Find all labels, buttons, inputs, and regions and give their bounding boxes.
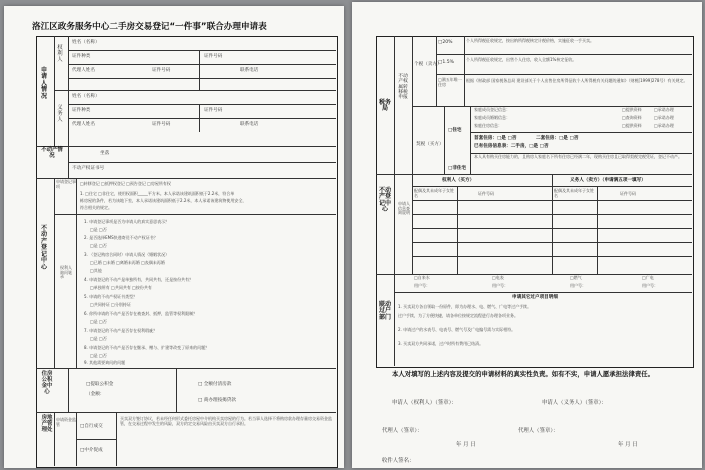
mortgage-option[interactable]: □ 商办理按揭贷款 [198, 398, 236, 403]
self-settle-option[interactable]: □自行成交 [80, 424, 103, 429]
supervision-text: 买卖双方签订协议，若未经任何形式委托房屋中介机构买卖房屋的行为。若当事人选择不将购房款办理存量房交易资金监管，在交易过程中发生的风险，双方约定交易风险由买卖双方自行承担。 [120, 416, 332, 427]
residence-line: 符合相关的规定。 [80, 205, 112, 210]
application-form-page-right [352, 2, 702, 468]
divider [444, 106, 445, 174]
divider [68, 104, 336, 105]
housing-section-label: 房地产管理处 [41, 415, 53, 433]
fund-amount-field[interactable]: （金额： [86, 392, 105, 397]
rate-20-option[interactable]: □20% [438, 40, 453, 45]
cert-number-header: 证件号码 [478, 191, 494, 196]
divider [394, 174, 395, 274]
question-4: 4. 申请登记的不动产是单独所有，共同共有，还是按份共有？ [84, 277, 194, 282]
obligor-signature-field[interactable]: 申请人（义务人）（签章）： [542, 400, 607, 406]
divider [76, 178, 77, 368]
question-7: 7. 申请登记的不动产是否存在权利瑕疵？ [84, 328, 158, 333]
residential-option[interactable]: □住宅 [448, 128, 462, 133]
obligee-id-number-field[interactable]: 证件号码 [204, 54, 223, 59]
question-3-options[interactable]: □已婚 □未婚 □离婚未再婚 □丧偶未再婚 [90, 260, 165, 265]
question-2-options[interactable]: □是 □否 [90, 243, 107, 248]
divider [54, 90, 336, 91]
divider [176, 368, 177, 412]
application-form-page-left [4, 6, 344, 468]
spouse-label: 配偶及其未成年子女姓名 [414, 188, 454, 198]
obligee-id-type-field[interactable]: 证件种类 [72, 54, 91, 59]
obligee-signature-field[interactable]: 申请人（权利人）（签章）： [392, 400, 457, 406]
question-1-options[interactable]: □是 □否 [90, 227, 107, 232]
question-5-options[interactable]: □共同持证 □分别持证 [90, 302, 131, 307]
divider [436, 74, 692, 75]
fund-supervision-label: 申请资金监管 [56, 417, 76, 427]
divider [36, 178, 336, 179]
divider [36, 146, 336, 147]
deed-row-2: 家庭成员婚姻信息： [474, 115, 510, 120]
question-8: 8. 申请登记的不动产是否存在继承、赠与、扩建等改变了原来的问题？ [84, 345, 210, 350]
divider [199, 50, 200, 90]
divider [76, 439, 116, 440]
divider [412, 214, 692, 215]
form-title: 洛江区政务服务中心二手房交易登记“一件事”联合办理申请表 [32, 22, 267, 32]
joint-item-2: 过户手续，为了方便快捷，请各单位按规定流程进行办理各项业务。 [398, 313, 518, 318]
obligee-agent-id-field[interactable]: 证件号码 [152, 68, 171, 73]
joint-item-4: 3. 买卖双方共同承诺，过户时所有费用已结清。 [398, 341, 484, 346]
obligor-phone-field[interactable]: 联系电话 [240, 122, 259, 127]
divider [54, 412, 55, 466]
full-payment-option[interactable]: □ 全额付清房款 [198, 382, 232, 387]
divider [470, 106, 471, 174]
joint-item-1: 1. 买卖双方各自领取一份原件，即为办理水、电、燃气、广电等过户手续。 [398, 304, 532, 309]
application-matter-options[interactable]: □转移登记 □抵押权登记 □预告登记 □房屋所有权 [80, 181, 171, 186]
tax-rule-2: 个人所得税征收规定，出售个人住房，收入全额1%核定征收。 [466, 57, 577, 62]
first-home-row[interactable]: 首套住房：□是 □否 [474, 136, 517, 141]
divider [412, 174, 413, 274]
cable-option[interactable]: □广电 [642, 275, 654, 280]
application-matter-label: 申请登记事项 [56, 179, 76, 189]
individual-tax-label: 个税（卖方） [414, 62, 442, 67]
joint-item-3: 2. 申请过户的水表号、电表号、燃气号及广电编号需与实际相符。 [398, 327, 516, 332]
obligor-name-field[interactable]: 姓名（名称） [72, 94, 100, 99]
non-residential-option[interactable]: □非住宅 [448, 166, 467, 171]
divider [36, 368, 336, 369]
rate-15-option[interactable]: □1.5% [438, 60, 455, 65]
question-2: 2. 是否选择EMS快递寄送不动产权证书？ [84, 235, 158, 240]
electricity-option[interactable]: □电表 [492, 275, 504, 280]
divider [376, 174, 692, 175]
water-option[interactable]: □自来水 [414, 275, 430, 280]
divider [552, 174, 553, 274]
user-number-field[interactable]: 用户号： [570, 283, 586, 288]
divider [412, 186, 692, 187]
question-6: 6. 你所申请的不动产是否存在被查封、抵押，监管等权利限制？ [84, 311, 198, 316]
form-table-border [36, 36, 338, 468]
obligee-buyer-label: 权利人（买方） [442, 178, 475, 183]
divider [412, 106, 692, 107]
property-cert-field[interactable]: 不动产权证书号 [72, 166, 105, 171]
divider [36, 412, 336, 413]
divider [412, 228, 692, 229]
promise-option[interactable]: □承诺办理 [654, 123, 674, 128]
broker-deal-option[interactable]: □中介促成 [80, 448, 103, 453]
question-1: 1. 申请登记事项是否为申请人的真实意思表示？ [84, 219, 170, 224]
residence-line: 栋房屋的条件，若为该地下室，本人承诺该建筑面积低于2.2米，本人承诺该建筑物使用安全， [80, 198, 247, 203]
divider [54, 36, 55, 146]
deed-tax-label: 契税（买方） [416, 142, 444, 147]
promise-option[interactable]: □承诺办理 [654, 115, 674, 120]
obligor-agent-field[interactable]: 代理人姓名 [72, 122, 95, 127]
question-4-options[interactable]: □单独所有 □共同共有 □按份共有 [90, 285, 152, 290]
divider [68, 118, 336, 119]
divider [412, 242, 692, 243]
user-number-field[interactable]: 用户号： [492, 283, 508, 288]
provide-docs-option[interactable]: □提供资料 [622, 123, 642, 128]
divider [68, 162, 336, 163]
obligee-agent-field[interactable]: 代理人姓名 [72, 68, 95, 73]
joint-items-title: 申请其它过户项目明细 [512, 295, 558, 300]
obligor-label: 义务人 [57, 105, 63, 123]
agent-signature-field[interactable]: 代理人（签章）： [382, 428, 423, 434]
agent-signature-field[interactable]: 代理人（签章）： [518, 428, 559, 434]
fund-section-label: 住房公积金中心 [41, 371, 53, 395]
applicant-section-label: 申请人情况 [40, 67, 47, 100]
obligor-id-number-field[interactable]: 证件号码 [204, 108, 223, 113]
only-home-option[interactable]: □满五年唯一住房 [438, 77, 462, 87]
signature-date-field[interactable]: 年 月 日 [618, 442, 638, 448]
divider [68, 36, 69, 146]
divider [412, 36, 413, 174]
tax-rule-1: 个人所得税征收规定，按出纳所得税核定计税价格，实施征收一手买卖。 [466, 38, 594, 43]
deed-note-text: 本人具有购买住房能力的，且购房人家庭名下所有住房已经满二年，现购买住房且已取得契税完税凭证，登记不动产。 [474, 154, 682, 159]
spouse-label: 配偶及其未成年子女姓名 [554, 188, 594, 198]
inquiry-label: 权利人询问笔录 [60, 265, 72, 280]
divider [436, 36, 437, 106]
property-location-field[interactable]: 坐落 [100, 151, 110, 156]
divider [68, 50, 336, 51]
withdraw-fund-option[interactable]: □提取公积金 [86, 382, 114, 387]
obligee-phone-field[interactable]: 联系电话 [240, 68, 259, 73]
divider [394, 274, 395, 366]
receiver-signature-field[interactable]: 收件人签名： [382, 458, 415, 464]
user-number-field[interactable]: 用户号： [414, 283, 430, 288]
signature-date-field[interactable]: 年 月 日 [456, 442, 476, 448]
tax-rule-3: 根据《财政部 国家税务总局 建设部关于个人出售住房所得征收个人所得税有关问题的通知》（财税[1999]278号）有关规定。 [466, 78, 688, 83]
info-query-label: 申请人信息查询说明 [398, 201, 410, 216]
question-7-options[interactable]: □是 □否 [90, 336, 107, 341]
second-home-row[interactable]: 二套住房：□是 □否 [536, 136, 579, 141]
divider [394, 36, 395, 174]
divider [412, 200, 692, 201]
registry-query-section-label: 不动产登记中心 [378, 187, 391, 214]
obligee-label: 权利人 [57, 45, 63, 63]
divider [54, 214, 336, 215]
divider [54, 178, 55, 368]
divider [394, 292, 692, 293]
obligee-name-field[interactable]: 姓名（名称） [72, 40, 100, 45]
divider [464, 36, 465, 106]
obligor-id-type-field[interactable]: 证件种类 [72, 108, 91, 113]
obligor-agent-id-field[interactable]: 证件号码 [152, 122, 171, 127]
question-9: 9. 其他需要询问的问题 [84, 360, 126, 365]
cert-number-header: 证件号码 [620, 191, 636, 196]
obligor-seller-label: 义务人（卖方）（申请满五项一填写） [570, 178, 646, 183]
divider [68, 64, 336, 65]
user-number-field[interactable]: 用户号： [642, 283, 658, 288]
deed-row-3: 家庭住房信息： [474, 123, 502, 128]
divider [68, 368, 69, 412]
gas-option[interactable]: □燃气 [570, 275, 582, 280]
promise-option[interactable]: □承诺办理 [654, 107, 674, 112]
query-docs-option[interactable]: □查询资料 [622, 115, 642, 120]
declaration-text: 本人对填写的上述内容及提交的申请材料的真实性负责。如有不实，申请人愿承担法律责任。 [392, 370, 655, 378]
divider [68, 78, 336, 79]
deed-row-1: 家庭成员登记信息： [474, 107, 510, 112]
registry-section-label: 不动产登记中心 [40, 225, 47, 271]
residence-line: 1. □住宅 □非住宅，使用权面积_____平方米。本人承诺该建筑面积低于2.2米，符合单 [80, 191, 235, 196]
divider [436, 54, 692, 55]
question-3-other[interactable]: □其他 [90, 268, 102, 273]
question-8-options[interactable]: □是 □否 [90, 353, 107, 358]
divider [470, 132, 692, 133]
tax-section-label: 税务局 [378, 99, 391, 113]
divider [116, 412, 117, 466]
question-3: 3. （登记购房合同时）申请人情况（婚姻状况） [84, 252, 170, 257]
existing-home-row[interactable]: 已有住房信息表：二手房，□是 □否 [474, 144, 549, 149]
question-6-options[interactable]: □是 □否 [90, 319, 107, 324]
property-section-label: 不动产情况 [41, 147, 63, 159]
transfer-tax-label: 不动产权属转移税申报 [398, 74, 408, 101]
question-5: 5. 申请的不动产权证书类型？ [84, 294, 138, 299]
joint-section-label: 联动过户部门 [378, 301, 391, 321]
provide-docs-option[interactable]: □提供资料 [622, 107, 642, 112]
divider [412, 256, 692, 257]
